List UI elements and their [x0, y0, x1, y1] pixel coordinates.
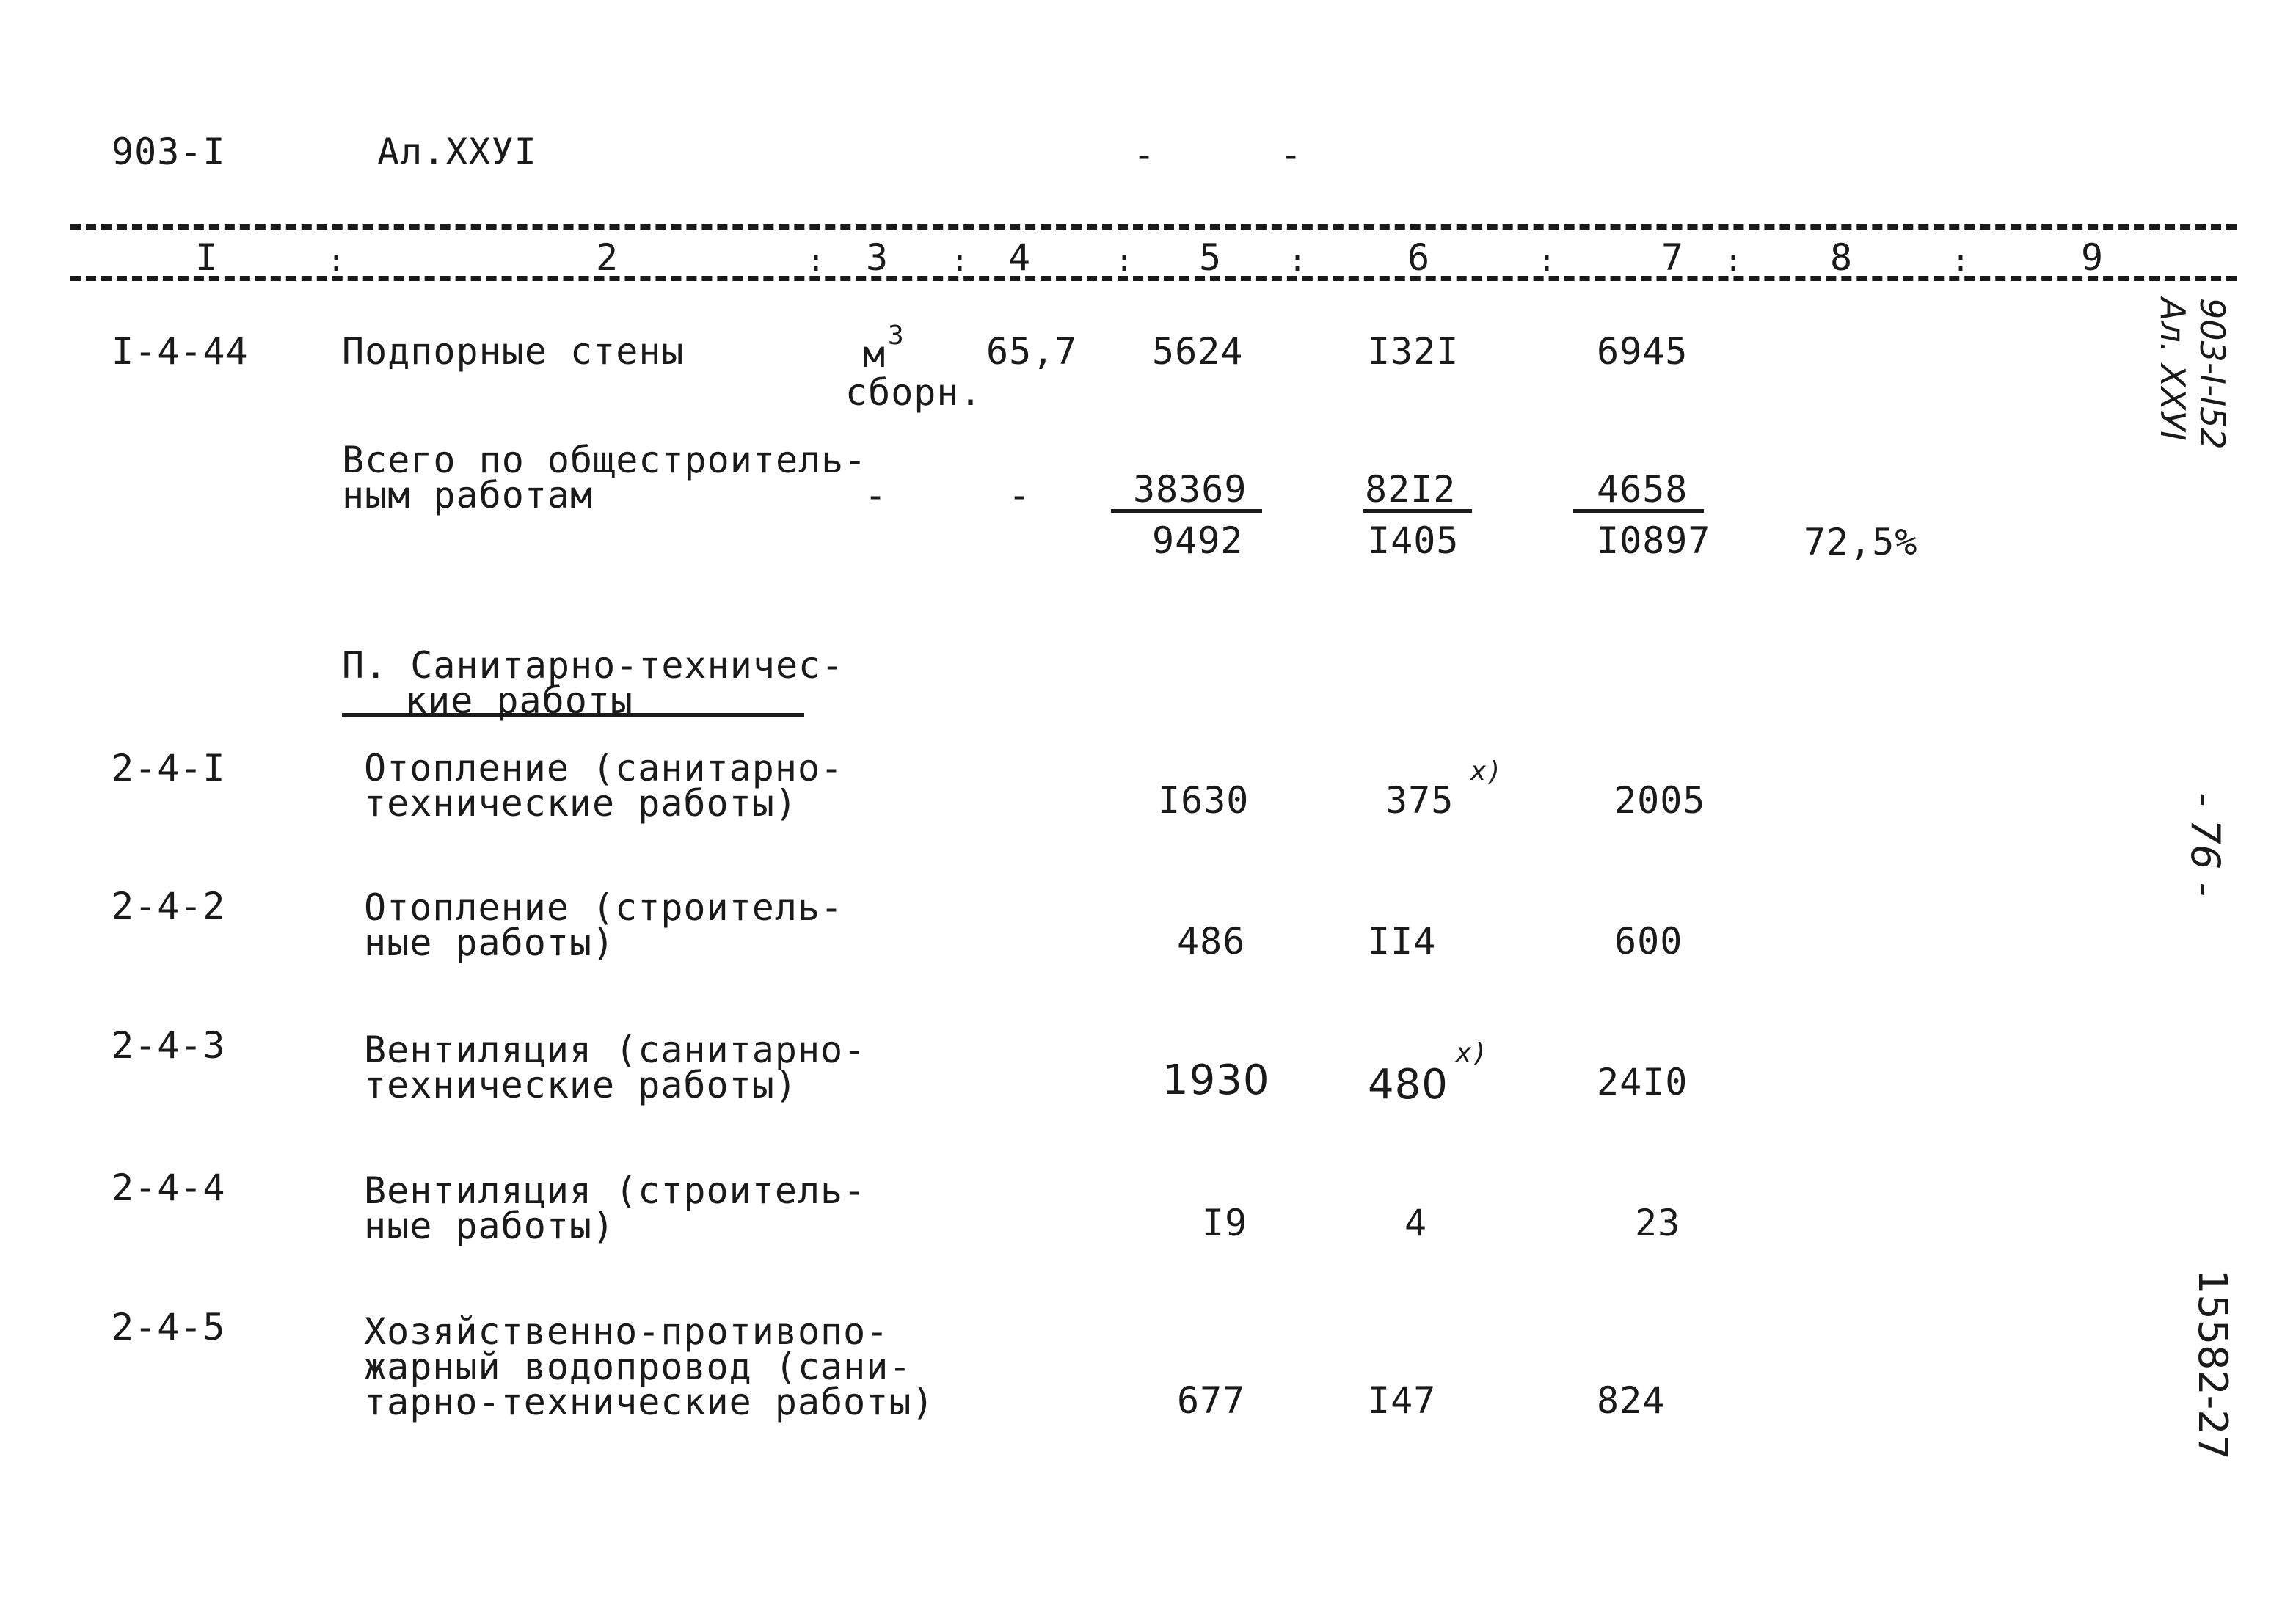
cost-col5: I630 [1158, 779, 1250, 822]
document-number: 15582-27 [2190, 1269, 2236, 1460]
cost-col5: 677 [1177, 1379, 1246, 1422]
item-name: Вентиляция (строитель- [364, 1169, 867, 1212]
total-col6-denominator: I405 [1368, 519, 1459, 562]
column-separator: : [1952, 244, 1970, 278]
column-header: 3 [863, 239, 891, 276]
item-name: ные работы) [364, 1205, 616, 1247]
column-separator: : [1538, 244, 1556, 278]
cost-col6: 480 [1368, 1061, 1448, 1109]
margin-stamp: 903-I-I52 [2193, 298, 2232, 450]
table-rule-top [70, 224, 2237, 230]
total-col5-denominator: 9492 [1152, 519, 1244, 562]
item-name: жарный водопровод (сани- [364, 1345, 912, 1388]
unit: - [864, 474, 888, 516]
column-header: 2 [593, 239, 621, 276]
column-separator: : [1289, 244, 1307, 278]
total-label: ным работам [342, 474, 594, 516]
column-header: 8 [1827, 239, 1855, 276]
fraction-bar [1363, 509, 1472, 513]
column-separator: : [951, 244, 969, 278]
total-label: Всего по общестроитель- [342, 439, 867, 481]
item-name: технические работы) [364, 782, 798, 825]
table-rule-bottom [70, 276, 2237, 281]
column-header: 4 [1005, 239, 1033, 276]
series-number: 903-I [112, 131, 226, 173]
quantity: 65,7 [986, 330, 1078, 373]
header-dash: - [1133, 134, 1156, 176]
column-header: 6 [1404, 239, 1432, 276]
item-name: Хозяйственно-противопо- [364, 1310, 889, 1353]
column-separator: : [327, 244, 346, 278]
fraction-bar [1573, 509, 1704, 513]
section-underline [342, 713, 804, 717]
item-name: Отопление (строитель- [364, 886, 844, 929]
column-header: 7 [1658, 239, 1686, 276]
cost-col7: 23 [1635, 1202, 1681, 1244]
item-name: ные работы) [364, 921, 616, 964]
cost-col5: 5624 [1152, 330, 1244, 373]
total-percent: 72,5% [1804, 521, 1918, 563]
cost-col7: 6945 [1597, 330, 1688, 373]
position-code: 2-4-3 [112, 1024, 226, 1067]
total-col7-denominator: I0897 [1597, 519, 1711, 562]
album-number: Ал.XXУI [377, 131, 537, 173]
unit: м [863, 333, 886, 376]
total-col7-numerator: 4658 [1597, 468, 1688, 511]
item-name: технические работы) [364, 1064, 798, 1106]
column-separator: : [1724, 244, 1743, 278]
column-header: 9 [2078, 239, 2106, 276]
cost-col5: I9 [1202, 1202, 1248, 1244]
position-code: I-4-44 [112, 330, 249, 373]
cost-col7: 600 [1614, 920, 1683, 963]
item-name: Вентиляция (санитарно- [364, 1029, 867, 1071]
cost-col6: I47 [1368, 1379, 1437, 1422]
item-name: тарно-технические работы) [364, 1381, 935, 1423]
column-separator: : [807, 244, 826, 278]
cost-col5: 486 [1177, 920, 1246, 963]
cost-col6: II4 [1368, 920, 1437, 963]
footnote-mark: x) [1470, 756, 1503, 786]
cost-col6: 375 [1385, 779, 1454, 822]
footnote-mark: x) [1456, 1038, 1488, 1068]
cost-col7: 24I0 [1597, 1061, 1688, 1103]
column-separator: : [1115, 244, 1134, 278]
position-code: 2-4-4 [112, 1166, 226, 1209]
cost-col6: I32I [1368, 330, 1459, 373]
item-name: Отопление (санитарно- [364, 747, 844, 789]
cost-col7: 2005 [1614, 779, 1706, 822]
unit-exponent: 3 [888, 321, 904, 351]
unit: сборн. [845, 371, 983, 414]
section-heading: П. Санитарно-техничес- [342, 644, 845, 687]
column-header: I [192, 239, 220, 276]
margin-stamp: Ал. XXУI [2153, 298, 2193, 441]
column-header: 5 [1196, 239, 1224, 276]
fraction-bar [1111, 509, 1262, 513]
page-number: - 76 - [2182, 792, 2228, 897]
position-code: 2-4-5 [112, 1306, 226, 1348]
total-col6-numerator: 82I2 [1365, 468, 1457, 511]
cost-col7: 824 [1597, 1379, 1666, 1422]
total-col5-numerator: 38369 [1133, 468, 1247, 511]
header-dash: - [1280, 134, 1303, 176]
section-heading: кие работы [405, 679, 634, 722]
cost-col5: 1930 [1162, 1056, 1270, 1104]
quantity: - [1008, 474, 1032, 516]
position-code: 2-4-2 [112, 885, 226, 927]
cost-col6: 4 [1404, 1202, 1428, 1244]
item-name: Подпорные стены [342, 330, 685, 373]
position-code: 2-4-I [112, 747, 226, 789]
